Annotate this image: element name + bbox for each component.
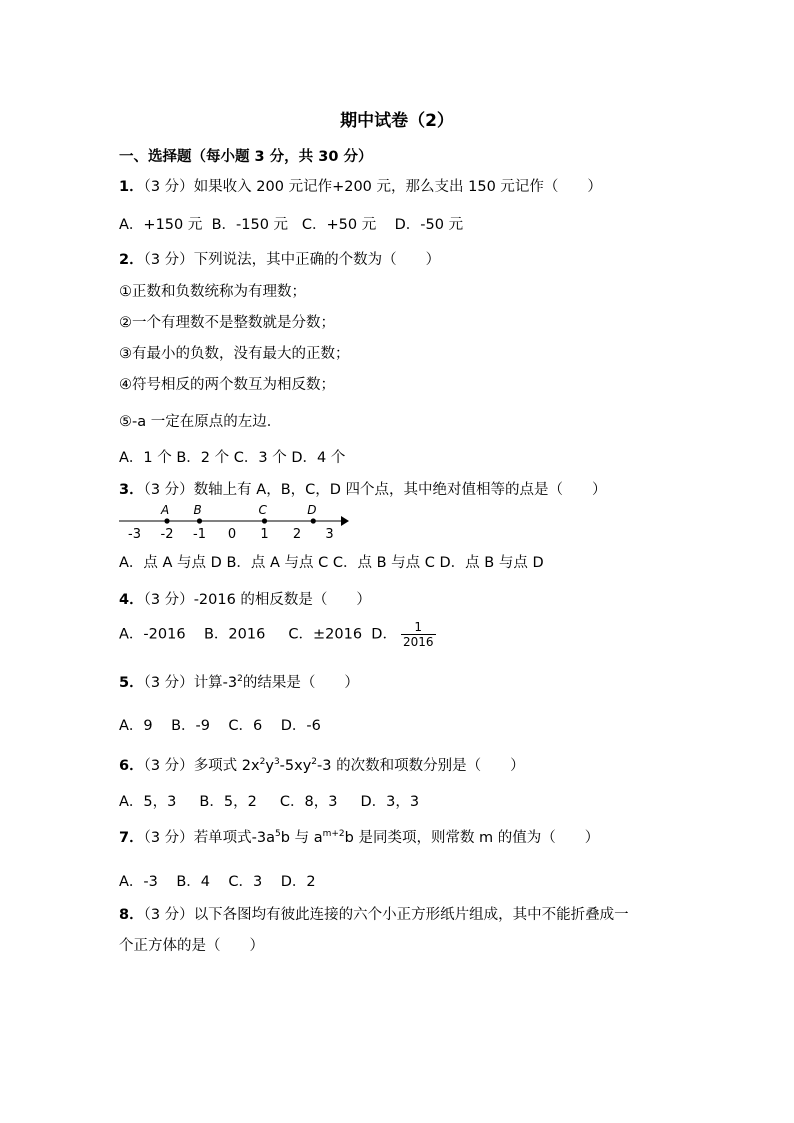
- question-score: （3 分）: [143, 675, 194, 691]
- question-6-options: A．5，3 B．5，2 C．8，3 D．3，3: [119, 794, 420, 810]
- section-heading: 一、选择题（每小题 3 分，共 30 分）: [119, 149, 373, 165]
- question-1-options: A．+150 元 B．-150 元 C．+50 元 D．-50 元: [119, 217, 464, 233]
- point-d: [311, 518, 316, 523]
- options-text: A．-2016 B．2016 C．±2016 D．: [119, 626, 397, 643]
- question-2: [119, 248, 440, 269]
- question-8-continued: 个正方体的是（ ）: [119, 938, 264, 954]
- fraction-numerator: 1: [401, 620, 436, 635]
- question-5: [119, 671, 359, 692]
- question-number: 8．: [119, 907, 144, 923]
- point-label: A: [161, 503, 170, 517]
- question-text: 如果收入 200 元记作+200 元，那么支出 150 元记作（ ）: [193, 179, 602, 195]
- tick-label: 1: [260, 527, 269, 542]
- question-number: 3．: [119, 482, 144, 498]
- tick-label: 0: [227, 527, 237, 542]
- question-number: 1．: [119, 179, 144, 195]
- tick-label: -1: [193, 527, 206, 542]
- question-number: 2．: [119, 252, 144, 268]
- question-text: 若单项式-3a: [193, 830, 276, 846]
- question-8: [119, 903, 629, 924]
- point-label: D: [307, 503, 317, 517]
- point-label: C: [258, 503, 267, 517]
- exponent: 2: [259, 757, 266, 767]
- axis-arrow: [341, 516, 349, 526]
- fraction: [401, 620, 436, 649]
- exponent: 5: [275, 829, 281, 839]
- tick-label: -3: [128, 527, 141, 542]
- question-text: 计算-3: [193, 675, 238, 691]
- number-line: [117, 502, 352, 544]
- question-number: 4．: [119, 592, 144, 608]
- question-text: b 是同类项，则常数 m 的值为（ ）: [344, 830, 600, 846]
- page-title: 期中试卷（2）: [340, 111, 454, 131]
- question-text: 的结果是（ ）: [242, 675, 359, 691]
- question-4-options: [119, 620, 436, 649]
- question-score: （3 分）: [143, 252, 194, 268]
- question-text: 数轴上有 A，B，C，D 四个点，其中绝对值相等的点是（ ）: [193, 482, 607, 498]
- question-score: （3 分）: [143, 907, 194, 923]
- question-7-options: A．-3 B．4 C．3 D．2: [119, 874, 316, 890]
- question-text: -3 的次数和项数分别是（ ）: [317, 758, 525, 774]
- exponent: m+2: [322, 829, 345, 839]
- question-number: 5．: [119, 675, 144, 691]
- question-text: 以下各图均有彼此连接的六个小正方形纸片组成，其中不能折叠成一: [193, 907, 629, 923]
- fraction-denominator: 2016: [402, 635, 434, 649]
- question-score: （3 分）: [143, 482, 194, 498]
- question-2-options: A．1 个 B．2 个 C．3 个 D．4 个: [119, 450, 346, 466]
- question-text: -2016 的相反数是（ ）: [193, 592, 371, 608]
- exponent: 2: [237, 674, 243, 684]
- question-3-options: A．点 A 与点 D B．点 A 与点 C C．点 B 与点 C D．点 B 与点 D: [119, 555, 544, 571]
- statement-5: ⑤-a 一定在原点的左边．: [119, 414, 282, 430]
- question-score: （3 分）: [143, 592, 194, 608]
- question-score: （3 分）: [143, 758, 194, 774]
- question-number: 7．: [119, 830, 144, 846]
- question-3: [119, 478, 607, 499]
- question-score: （3 分）: [143, 830, 194, 846]
- statement-4: ④符号相反的两个数互为相反数；: [119, 377, 335, 393]
- question-score: （3 分）: [143, 179, 194, 195]
- tick-label: 2: [292, 527, 302, 542]
- question-6: [119, 754, 525, 775]
- statement-3: ③有最小的负数，没有最大的正数；: [119, 346, 350, 362]
- question-number: 6．: [119, 758, 144, 774]
- statement-2: ②一个有理数不是整数就是分数；: [119, 315, 335, 331]
- point-c: [262, 518, 267, 523]
- question-4: [119, 588, 371, 609]
- exponent: 3: [273, 757, 280, 767]
- tick-label: -2: [160, 527, 174, 542]
- question-text: 下列说法，其中正确的个数为（ ）: [193, 252, 441, 268]
- question-text: y: [265, 758, 274, 774]
- question-5-options: A．9 B．-9 C．6 D．-6: [119, 718, 321, 734]
- question-text: b 与 a: [280, 830, 323, 846]
- question-text: -5xy: [279, 758, 312, 774]
- question-7: [119, 826, 599, 847]
- point-b: [197, 518, 202, 523]
- point-label: B: [193, 503, 202, 517]
- statement-1: ①正数和负数统称为有理数；: [119, 284, 306, 300]
- tick-label: 3: [325, 527, 334, 542]
- point-a: [164, 518, 169, 523]
- question-text: 多项式 2x: [193, 758, 260, 774]
- question-1: [119, 175, 602, 196]
- exponent: 2: [311, 757, 318, 767]
